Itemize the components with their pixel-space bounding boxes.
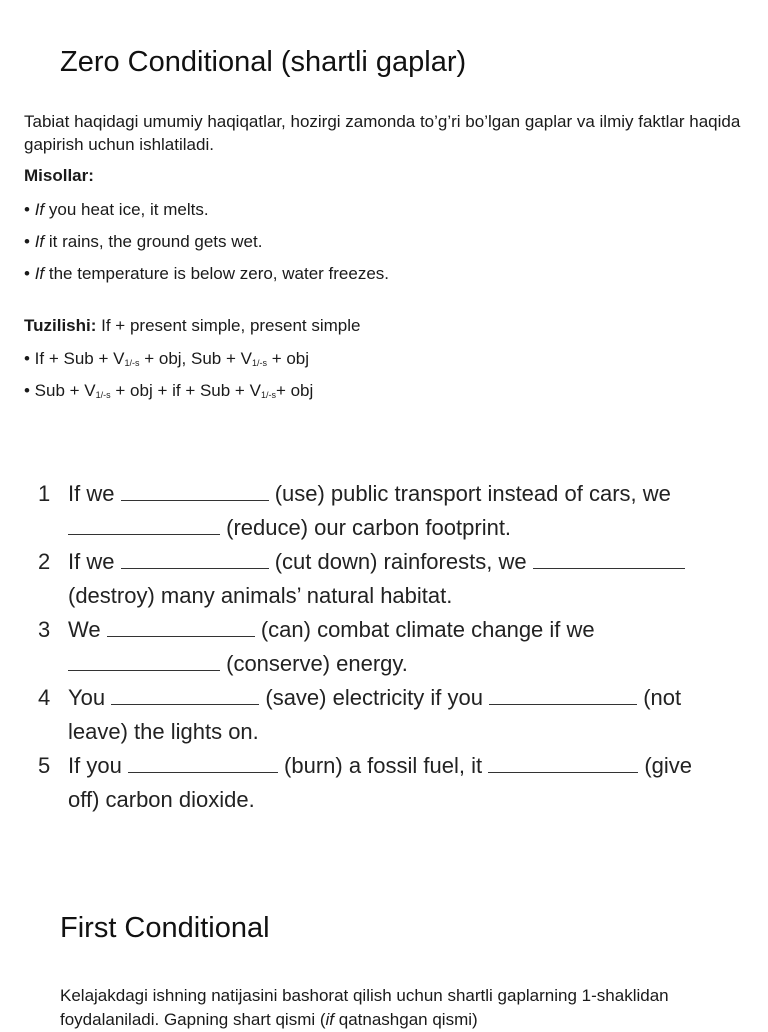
exercise-line: (destroy) many animals’ natural habitat.	[68, 583, 453, 608]
list-item: • If you heat ice, it melts.	[24, 200, 209, 219]
answer-blank[interactable]	[128, 750, 278, 773]
examples-label: Misollar:	[24, 166, 94, 185]
answer-blank[interactable]	[533, 546, 685, 569]
answer-blank[interactable]	[107, 614, 255, 637]
list-item: • If the temperature is below zero, water freezes.	[24, 264, 390, 283]
answer-blank[interactable]	[68, 512, 220, 535]
formula-item: • Sub + $V_{1/-s}$ + obj + if + Sub + $V_{1/-s}+$ obj	[24, 381, 314, 400]
examples-list	[24, 197, 389, 293]
answer-blank[interactable]	[489, 682, 637, 705]
exercise-line: 5 If you (burn) a fossil fuel, it (give	[38, 749, 692, 783]
page-title: Zero Conditional (shartli gaplar)	[60, 46, 467, 78]
answer-blank[interactable]	[111, 682, 259, 705]
formula-item: • If + Sub + $V_{1/-s}$ + obj, Sub + $V_{1/-s}$ + obj	[24, 349, 310, 368]
exercise-line: 2 If we (cut down) rainforests, we	[38, 545, 692, 579]
exercise-line: (reduce) our carbon footprint.	[38, 511, 692, 545]
list-item: • If it rains, the ground gets wet.	[24, 232, 263, 251]
section-title: First Conditional	[60, 912, 270, 944]
formula-list	[24, 346, 313, 410]
answer-blank[interactable]	[121, 546, 269, 569]
exercise-line: 3 We (can) combat climate change if we	[38, 613, 692, 647]
first-description: Kelajakdagi ishning natijasini bashorat qilish uchun shartli gaplarning 1-shaklidan foydalaniladi. Gapning shart qismi (if qatnashgan qismi)	[60, 986, 669, 1029]
exercise-list	[38, 477, 692, 817]
zero-description: Tabiat haqidagi umumiy haqiqatlar, hozirgi zamonda to’g’ri bo’lgan gaplar va ilmiy faktlar haqida gapirish uchun ishlatiladi.	[24, 112, 741, 154]
answer-blank[interactable]	[68, 648, 220, 671]
exercise-line: 4 You (save) electricity if you (not	[38, 681, 692, 715]
answer-blank[interactable]	[121, 478, 269, 501]
answer-blank[interactable]	[488, 750, 638, 773]
structure-line: Tuzilishi: If + present simple, present simple	[24, 316, 361, 335]
exercise-line: off) carbon dioxide.	[68, 787, 255, 812]
exercise-line: (conserve) energy.	[38, 647, 692, 681]
exercise-line: leave) the lights on.	[68, 719, 259, 744]
exercise-line: 1 If we (use) public transport instead of cars, we	[38, 477, 692, 511]
